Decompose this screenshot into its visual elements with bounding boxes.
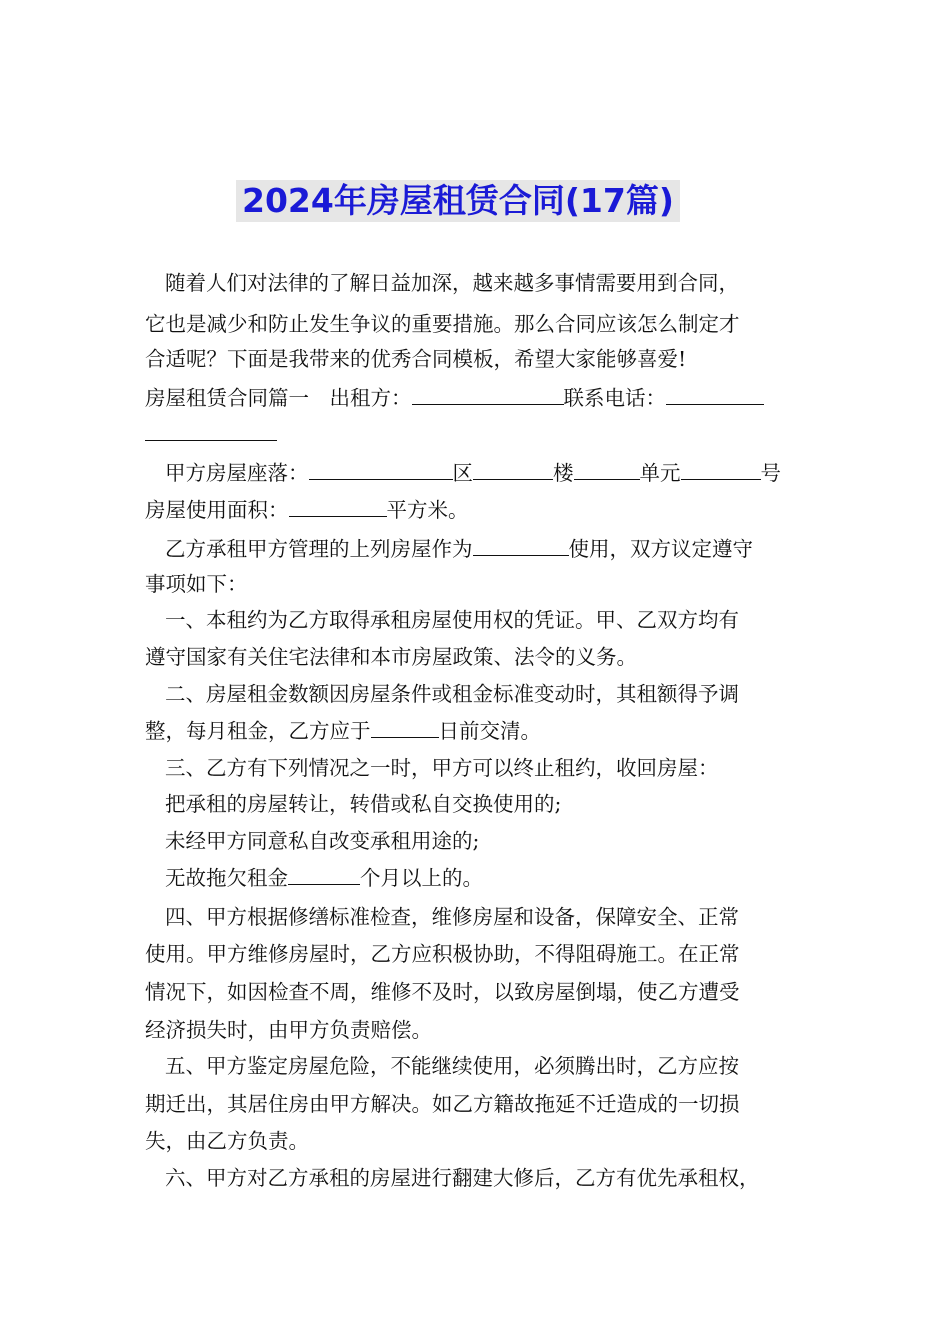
address-blank	[309, 457, 453, 480]
header-line	[145, 382, 764, 413]
area-label: 房屋使用面积：	[145, 498, 289, 522]
rent-label-2: 日前交清。	[438, 719, 541, 743]
use-label-2: 使用，双方议定遵守	[568, 537, 753, 561]
use-label: 乙方承租甲方管理的上列房屋作为	[165, 537, 473, 561]
arrears-label-2: 个月以上的。	[360, 866, 483, 890]
arrears-label: 无故拖欠租金	[165, 866, 288, 890]
clause-6-line-1: 六、甲方对乙方承租的房屋进行翻建大修后，乙方有优先承租权，	[165, 1166, 760, 1190]
phone-blank-continued-line	[145, 418, 277, 449]
arrears-months-blank	[288, 862, 360, 885]
clause-3-item-2: 未经甲方同意私自改变承租用途的;	[165, 829, 480, 853]
use-line	[165, 533, 753, 564]
unit-blank	[681, 457, 761, 480]
phone-label: 联系电话：	[563, 386, 666, 410]
clause-1-line-2: 遵守国家有关住宅法律和本市房屋政策、法令的义务。	[145, 645, 637, 669]
lessor-blank	[412, 382, 564, 405]
clause-4-line-4: 经济损失时，由甲方负责赔偿。	[145, 1018, 432, 1042]
use-line-2: 事项如下：	[145, 572, 248, 596]
intro-line-2: 它也是减少和防止发生争议的重要措施。那么合同应该怎么制定才	[145, 312, 740, 336]
page-title: 2024年房屋租赁合同(17篇)	[236, 180, 680, 222]
clause-1-line-1: 一、本租约为乙方取得承租房屋使用权的凭证。甲、乙双方均有	[165, 608, 739, 632]
area-unit: 平方米。	[386, 498, 469, 522]
phone-blank-continued	[145, 418, 277, 441]
intro-line-3: 合适呢？下面是我带来的优秀合同模板，希望大家能够喜爱!	[145, 347, 687, 371]
area-line	[145, 494, 469, 525]
lessor-label: 房屋租赁合同篇一 出租方：	[145, 386, 412, 410]
clause-4-line-2: 使用。甲方维修房屋时，乙方应积极协助，不得阻碍施工。在正常	[145, 942, 740, 966]
clause-5-line-1: 五、甲方鉴定房屋危险，不能继续使用，必须腾出时，乙方应按	[165, 1054, 739, 1078]
intro-line-1: 随着人们对法律的了解日益加深，越来越多事情需要用到合同，	[165, 271, 739, 295]
clause-3-item-1: 把承租的房屋转让，转借或私自交换使用的;	[165, 792, 562, 816]
building-blank	[574, 457, 640, 480]
district-label: 区	[452, 461, 473, 485]
rent-label: 整，每月租金，乙方应于	[145, 719, 371, 743]
clause-5-line-2: 期迁出，其居住房由甲方解决。如乙方籍故拖延不迁造成的一切损	[145, 1092, 740, 1116]
clause-3: 三、乙方有下列情况之一时，甲方可以终止租约，收回房屋：	[165, 756, 719, 780]
clause-5-line-3: 失，由乙方负责。	[145, 1129, 309, 1153]
area-blank	[289, 494, 387, 517]
phone-blank	[666, 382, 764, 405]
clause-2-line-1: 二、房屋租金数额因房屋条件或租金标准变动时，其租额得予调	[165, 682, 739, 706]
rent-day-blank	[371, 715, 439, 738]
unit-label: 单元	[639, 461, 681, 485]
location-line	[165, 457, 781, 488]
number-label: 号	[760, 461, 781, 485]
clause-3-item-3	[165, 862, 483, 893]
clause-2-line-2	[145, 715, 541, 746]
building-label: 楼	[553, 461, 574, 485]
clause-4-line-1: 四、甲方根据修缮标准检查，维修房屋和设备，保障安全、正常	[165, 905, 739, 929]
location-label: 甲方房屋座落：	[165, 461, 309, 485]
clause-4-line-3: 情况下，如因检查不周，维修不及时，以致房屋倒塌，使乙方遭受	[145, 980, 740, 1004]
district-blank	[473, 457, 553, 480]
use-blank	[473, 533, 569, 556]
